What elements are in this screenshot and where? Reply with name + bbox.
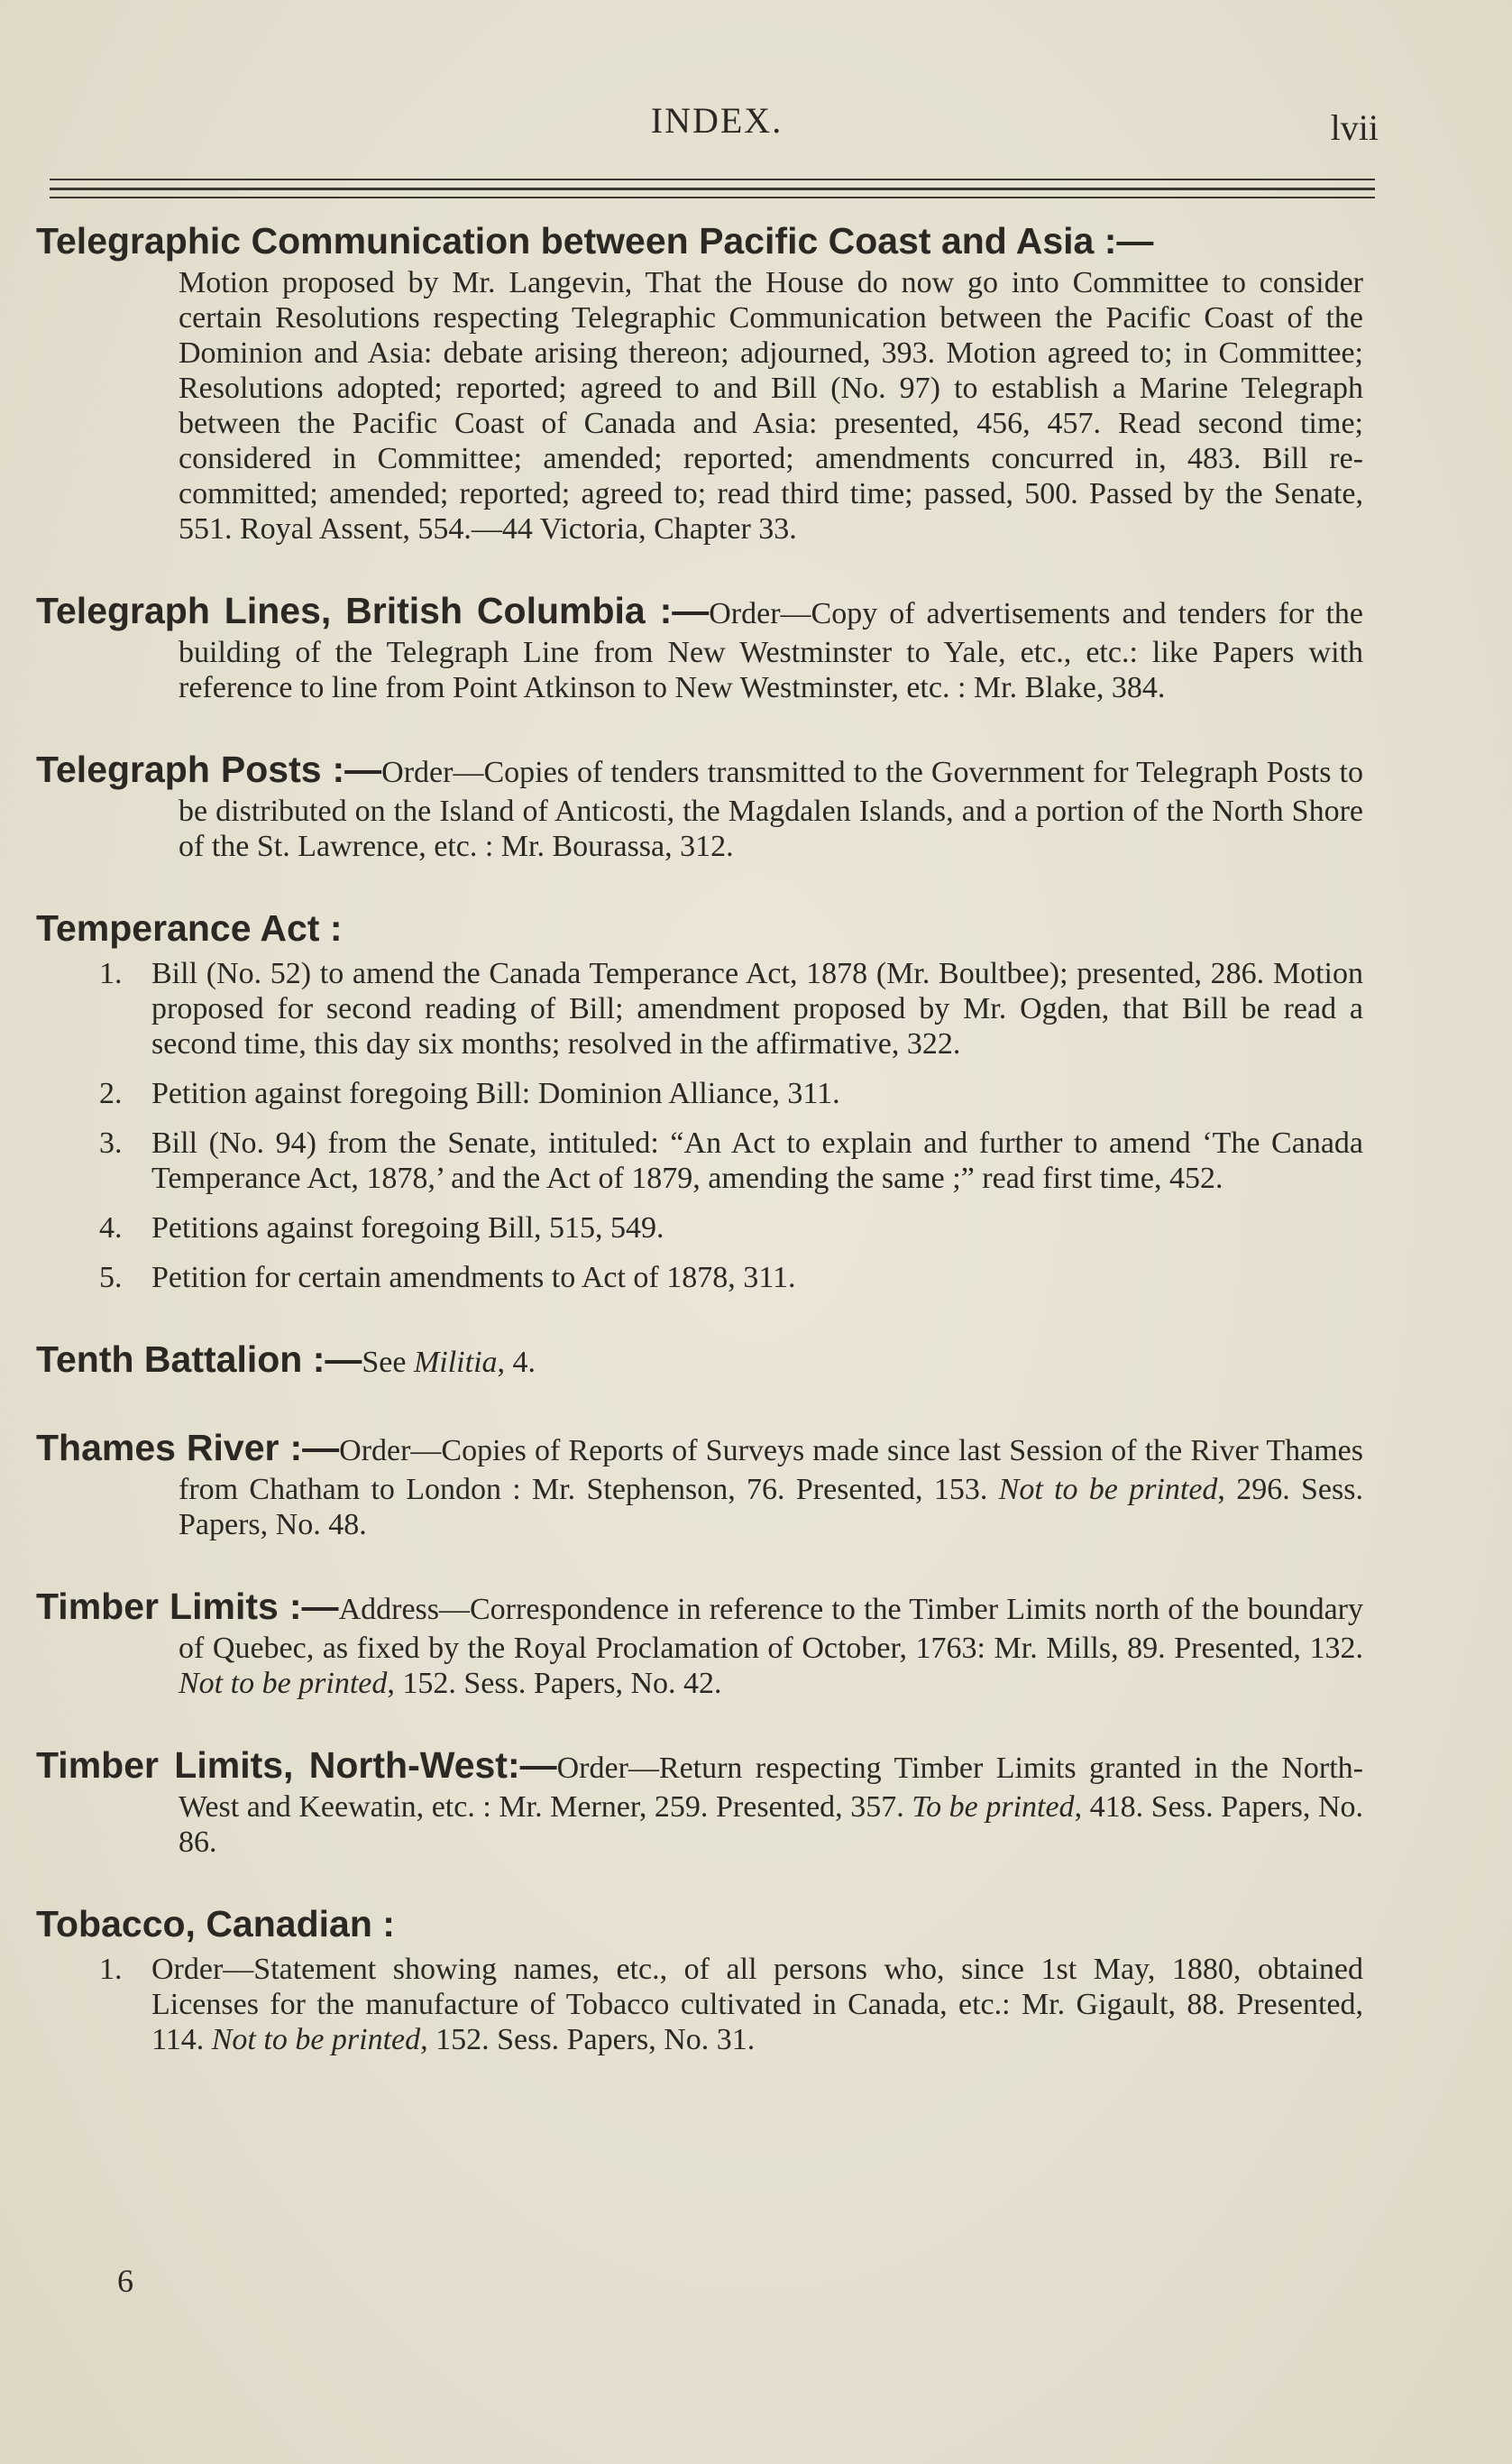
index-entry bbox=[36, 745, 1370, 864]
entry-text: , 4. bbox=[497, 1346, 536, 1379]
entry-heading: Timber Limits :— bbox=[36, 1586, 339, 1627]
entry-text-italic: Not to be printed bbox=[179, 1667, 388, 1700]
entry-heading: Tenth Battalion :— bbox=[36, 1338, 362, 1380]
list-item bbox=[99, 1076, 1363, 1111]
header-rule bbox=[50, 197, 1375, 198]
index-entry bbox=[36, 1741, 1370, 1860]
entry-text: , 418. Sess. Papers, No. 86. bbox=[179, 1790, 1363, 1859]
item-number: 5. bbox=[99, 1261, 123, 1294]
signature-mark: 6 bbox=[117, 2263, 133, 2299]
entry-heading: Tobacco, Canadian : bbox=[36, 1903, 395, 1945]
item-text: Bill (No. 94) from the Senate, intituled: “An Act to explain and further to amend ‘The Canada Temperance Act, 1878,’ and the Act of 1879, amending the same ;” read first time, 452. bbox=[151, 1126, 1363, 1195]
entry-lead bbox=[36, 1741, 1363, 1860]
item-number: 1. bbox=[99, 1953, 123, 1986]
index-entry bbox=[36, 1582, 1370, 1701]
page-number: lvii bbox=[1330, 107, 1379, 148]
index-entries bbox=[36, 216, 1370, 2097]
list-item bbox=[99, 1952, 1363, 2057]
index-entry bbox=[36, 1335, 1370, 1384]
item-number: 2. bbox=[99, 1077, 123, 1110]
item-text-part: Order—Statement showing names, etc., of all persons who, since 1st May, 1880, obtained Licenses for the manufacture of Tobacco cultivated in Canada, etc.: Mr. Gigault, 88. Presented, 114. bbox=[151, 1953, 1363, 2056]
entry-text: Order—Copies of tenders transmitted to the Government for Telegraph Posts to be distributed on the Island of Anticosti, the Magdalen Islands, and a portion of the North Shore of the St. Lawrence, etc. : Mr. Bourassa, 312. bbox=[179, 756, 1363, 863]
header-rule bbox=[50, 179, 1375, 180]
item-text bbox=[151, 1952, 1363, 2057]
item-text: Petitions against foregoing Bill, 515, 549. bbox=[151, 1211, 664, 1245]
item-text-part: , 152. Sess. Papers, No. 31. bbox=[420, 2023, 756, 2056]
list-item bbox=[99, 956, 1363, 1062]
entry-text-italic: Not to be printed bbox=[998, 1473, 1218, 1506]
entry-text: Order—Copies of Reports of Surveys made since last Session of the River Thames from Chatham to London : Mr. Stephenson, 76. Presented, 153. bbox=[179, 1434, 1363, 1506]
entry-text-italic: Militia bbox=[413, 1346, 498, 1379]
entry-text: Address—Correspondence in reference to the Timber Limits north of the boundary of Quebec, as fixed by the Royal Proclamation of October, 1763: Mr. Mills, 89. Presented, 132. bbox=[179, 1593, 1363, 1665]
item-number: 1. bbox=[99, 957, 123, 990]
index-entry bbox=[36, 1899, 1370, 2057]
item-text: Petition for certain amendments to Act of 1878, 311. bbox=[151, 1261, 796, 1294]
item-text: Bill (No. 52) to amend the Canada Temperance Act, 1878 (Mr. Boultbee); presented, 286. Motion proposed for second reading of Bill; amendment proposed by Mr. Ogden, that Bill be read a second time, this day six months; resolved in the affirmative, 322. bbox=[151, 957, 1363, 1061]
entry-heading: Thames River :— bbox=[36, 1427, 340, 1468]
item-text-italic: Not to be printed bbox=[211, 2023, 421, 2056]
list-item bbox=[99, 1260, 1363, 1295]
entry-heading: Telegraphic Communication between Pacific Coast and Asia :— bbox=[36, 220, 1154, 262]
entry-heading: Temperance Act : bbox=[36, 907, 343, 949]
index-entry bbox=[36, 216, 1370, 547]
entry-items bbox=[99, 1952, 1363, 2057]
entry-text: , 152. Sess. Papers, No. 42. bbox=[387, 1667, 722, 1700]
entry-items bbox=[99, 956, 1363, 1295]
list-item bbox=[99, 1210, 1363, 1246]
entry-lead bbox=[36, 1423, 1363, 1542]
index-entry bbox=[36, 586, 1370, 705]
item-text: Petition against foregoing Bill: Dominion Alliance, 311. bbox=[151, 1077, 840, 1110]
entry-text: , 296. Sess. Papers, No. 48. bbox=[179, 1473, 1363, 1541]
entry-heading: Telegraph Lines, British Columbia :— bbox=[36, 590, 710, 631]
entry-text: Order—Copy of advertisements and tenders for the building of the Telegraph Line from New Westminster to Yale, etc., etc.: like Papers with reference to line from Point Atkinson to New Westminster, etc. : Mr. Blake, 384. bbox=[179, 597, 1363, 704]
entry-text: See bbox=[362, 1346, 414, 1379]
entry-text: Motion proposed by Mr. Langevin, That the House do now go into Committee to consider certain Resolutions respecting Telegraphic Communication between the Pacific Coast of the Dominion and Asia: debate arising thereon; adjourned, 393. Motion agreed to; in Committee; Resolutions adopted; reported; agreed to and Bill (No. 97) to establish a Marine Telegraph between the Pacific Coast of Canada and Asia: presented, 456, 457. Read second time; considered in Committee; amended; reported; amendments concurred in, 483. Bill re-committed; amended; reported; agreed to; read third time; passed, 500. Passed by the Senate, 551. Royal Assent, 554.—44 Victoria, Chapter 33. bbox=[179, 266, 1363, 546]
header-rule bbox=[50, 188, 1375, 190]
entry-lead bbox=[36, 586, 1363, 705]
entry-lead bbox=[36, 1582, 1363, 1701]
index-entry bbox=[36, 904, 1370, 1295]
index-entry bbox=[36, 1423, 1370, 1542]
page-title: INDEX. bbox=[650, 100, 783, 141]
entry-heading: Telegraph Posts :— bbox=[36, 749, 382, 790]
entry-lead bbox=[36, 1335, 1363, 1384]
entry-text: Order—Return respecting Timber Limits granted in the North-West and Keewatin, etc. : Mr. Merner, 259. Presented, 357. bbox=[179, 1751, 1363, 1824]
item-number: 3. bbox=[99, 1126, 123, 1160]
entry-heading: Timber Limits, North-West:— bbox=[36, 1744, 557, 1786]
item-number: 4. bbox=[99, 1211, 123, 1245]
entry-text-italic: To be printed bbox=[912, 1790, 1075, 1824]
entry-lead bbox=[36, 745, 1363, 864]
list-item bbox=[99, 1126, 1363, 1196]
